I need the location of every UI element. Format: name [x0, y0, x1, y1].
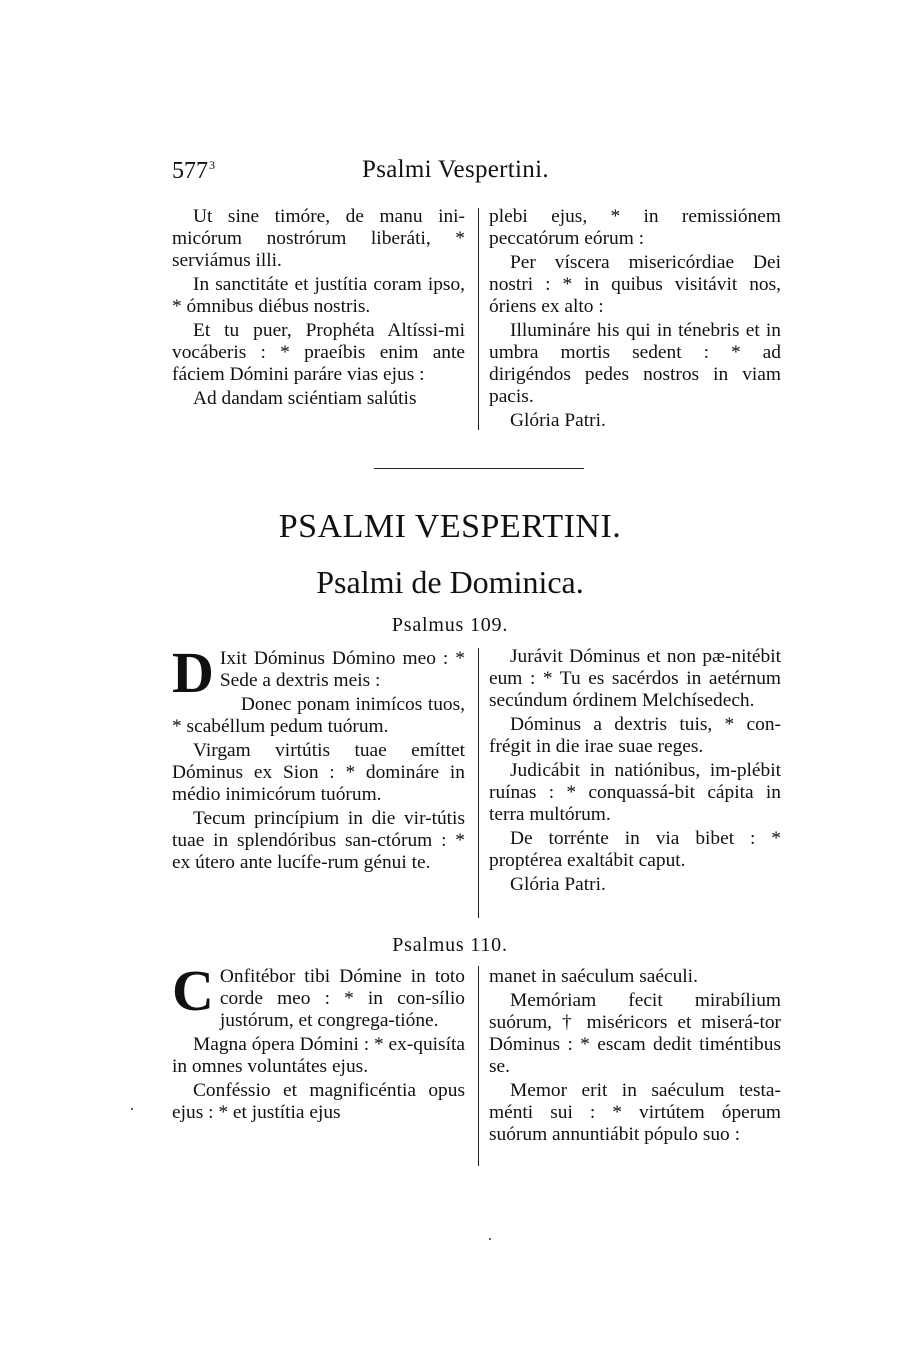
- page-number-superscript: 3: [209, 158, 215, 172]
- verse: manet in saéculum saéculi.: [489, 966, 698, 987]
- verse: plebi ejus, * in remissiónem peccatórum eórum :: [489, 206, 781, 249]
- drop-cap: C: [172, 958, 214, 1023]
- verse: Ut sine timóre, de manu ini-micórum nostrórum liberáti, * serviámus illi.: [172, 206, 465, 271]
- verse: Virgam virtútis tuae emíttet Dóminus ex Sion : * domináre in médio inimicórum tuórum.: [172, 740, 465, 805]
- page-number: $577^3$: [172, 158, 215, 184]
- verse: De torrénte in via bibet : * proptérea exaltábit caput.: [489, 828, 781, 871]
- sub-title: Psalmi de Dominica.: [316, 564, 584, 600]
- top-left-column: [172, 206, 465, 410]
- top-right-column: [489, 206, 781, 432]
- verse: Glória Patri.: [510, 410, 606, 431]
- verse: Glória Patri.: [510, 874, 606, 895]
- stray-mark: [489, 1238, 491, 1240]
- psalm-110-right-column: [489, 966, 781, 1146]
- verse: Illumináre his qui in ténebris et in umbra mortis sedent : * ad dirigéndos pedes nostros in viam pacis.: [489, 320, 781, 407]
- column-divider: [478, 208, 479, 430]
- verse: Donec ponam inimícos tuos, * scabéllum pedum tuórum.: [172, 694, 465, 737]
- verse-text: Onfitébor tibi Dómine in toto corde meo : * in con-sílio justórum, et congrega-tióne.: [219, 966, 465, 1031]
- verse-text: Ixit Dóminus Dómino meo : * Sede a dextris meis :: [219, 648, 465, 691]
- column-divider: [478, 966, 479, 1166]
- psalm-110-heading: Psalmus 110.: [392, 934, 508, 956]
- psalm-109-left-column: [172, 640, 465, 874]
- verse: Et tu puer, Prophéta Altíssi-mi vocáberis : * praeíbis enim ante fáciem Dómini paráre vias ejus :: [172, 320, 465, 385]
- verse: Jurávit Dóminus et non pæ-nitébit eum : * Tu es sacérdos in aetérnum secúndum órdinem Melchísedech.: [489, 646, 781, 711]
- verse: [172, 640, 465, 705]
- column-divider: [478, 648, 479, 918]
- verse: Magna ópera Dómini : * ex-quisíta in omnes voluntátes ejus.: [172, 1034, 465, 1077]
- section-rule: [374, 468, 584, 469]
- verse: In sanctitáte et justítia coram ipso, * ómnibus diébus nostris.: [172, 274, 465, 317]
- verse: [172, 958, 465, 1032]
- running-title: Psalmi Vespertini.: [362, 156, 549, 183]
- verse: Judicábit in natiónibus, im-plébit ruínas : * conquassá-bit cápita in terra multórum.: [489, 760, 781, 825]
- verse: Memor erit in saéculum testa-ménti sui : * virtútem óperum suórum annuntiábit pópulo suo :: [489, 1080, 781, 1145]
- verse: Memóriam fecit mirabílium suórum, † miséricors et miserá-tor Dóminus : * escam dedit timéntibus se.: [489, 990, 781, 1077]
- verse: Ad dandam sciéntiam salútis: [193, 388, 417, 409]
- psalm-110-left-column: [172, 958, 465, 1124]
- psalm-109-heading: Psalmus 109.: [391, 614, 509, 636]
- drop-cap: D: [172, 640, 214, 705]
- verse: Tecum princípium in die vir-tútis tuae in splendóribus san-ctórum : * ex útero ante lucífe-rum génui te.: [172, 808, 465, 873]
- verse: Conféssio et magnificéntia opus ejus : * et justítia ejus: [172, 1080, 465, 1123]
- verse: Dóminus a dextris tuis, * con-frégit in die irae suae reges.: [489, 714, 781, 757]
- verse: Per víscera misericórdiae Dei nostri : * in quibus visitávit nos, óriens ex alto :: [489, 252, 781, 317]
- psalm-109-right-column: [489, 646, 781, 896]
- main-title: PSALMI VESPERTINI.: [278, 508, 622, 545]
- stray-mark: [131, 1108, 133, 1110]
